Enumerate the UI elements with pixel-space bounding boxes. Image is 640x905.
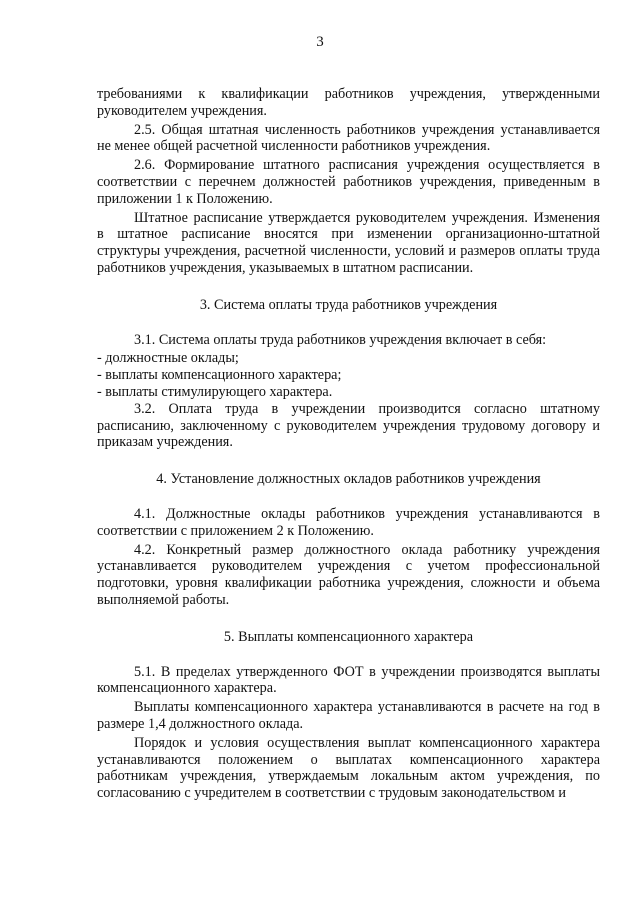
document-body — [97, 86, 600, 804]
spacer — [97, 279, 600, 297]
paragraph: 3.1. Система оплаты труда работников учреждения включает в себя: — [134, 331, 547, 348]
spacer — [97, 611, 600, 629]
paragraph: требованиями к квалификации работников учреждения, утвержденными руководителем учреждения. — [97, 86, 600, 119]
list-item: - выплаты компенсационного характера; — [97, 367, 342, 384]
section-heading: 5. Выплаты компенсационного характера — [223, 628, 474, 645]
paragraph: 4.1. Должностные оклады работников учреждения устанавливаются в соответствии с приложением 2 к Положению. — [97, 505, 600, 539]
spacer — [97, 646, 600, 664]
paragraph: Выплаты компенсационного характера устанавливаются в расчете на год в размере 1,4 должностного оклада. — [97, 699, 600, 732]
list-item: - выплаты стимулирующего характера. — [97, 383, 333, 400]
paragraph: 3.2. Оплата труда в учреждении производится согласно штатному расписанию, заключенному с руководителем учреждения трудовому договору и приказам учреждения. — [97, 400, 600, 451]
spacer — [97, 488, 600, 506]
list-item: - должностные оклады; — [97, 350, 239, 367]
spacer — [97, 453, 600, 471]
page-number: 3 — [316, 34, 324, 50]
paragraph: 2.5. Общая штатная численность работников учреждения устанавливается не менее общей расчетной численности работников учреждения. — [97, 121, 600, 155]
section-heading: 3. Система оплаты труда работников учреждения — [199, 296, 498, 313]
paragraph: 5.1. В пределах утвержденного ФОТ в учреждении производятся выплаты компенсационного характера. — [97, 663, 600, 697]
spacer — [97, 314, 600, 332]
paragraph: Штатное расписание утверждается руководителем учреждения. Изменения в штатное расписание вносятся при изменении организационно-штатной структуры учреждения, расчетной численности, условий и размеров оплаты труда работников учреждения, указываемых в штатном расписании. — [97, 209, 600, 276]
paragraph: Порядок и условия осуществления выплат компенсационного характера устанавливаются положением о выплатах компенсационного характера работникам учреждения, утверждаемым локальным актом учреждения, по согласованию с учредителем в соответствии с трудовым законодательством и — [97, 734, 600, 802]
paragraph: 4.2. Конкретный размер должностного оклада работнику учреждения устанавливается руководителем учреждения с учетом профессиональной подготовки, уровня квалификации работника учреждения, сложности и объема выполняемой работы. — [97, 541, 600, 608]
paragraph: 2.6. Формирование штатного расписания учреждения осуществляется в соответствии с перечнем должностей работников учреждения, приведенным в приложении 1 к Положению. — [97, 157, 600, 207]
section-heading: 4. Установление должностных окладов работников учреждения — [156, 471, 541, 488]
